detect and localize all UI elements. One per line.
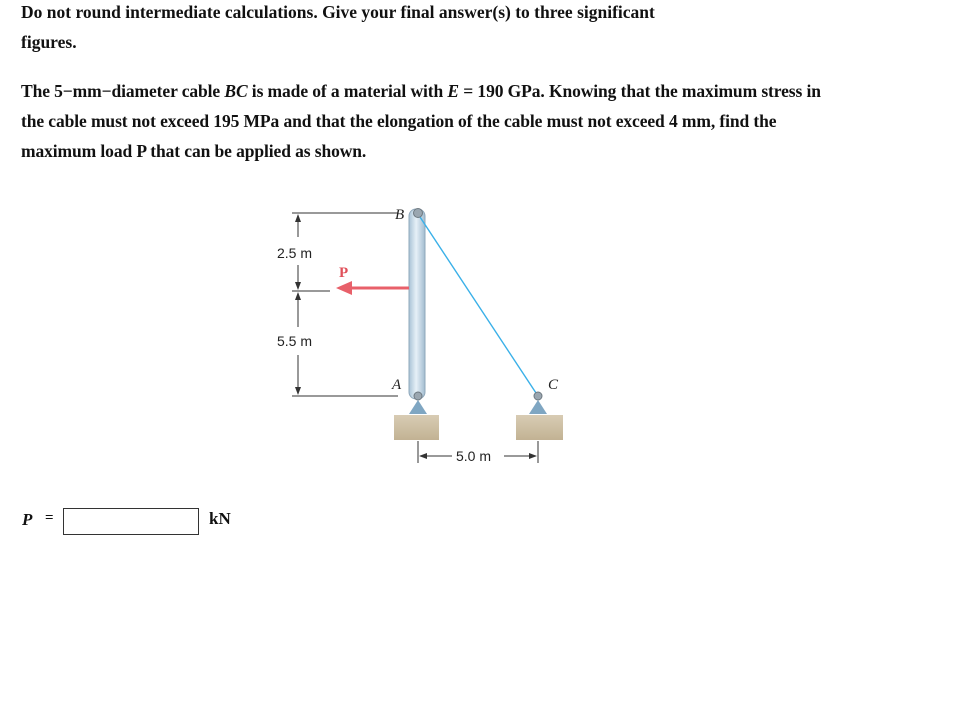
post-AB	[409, 209, 425, 399]
dim-label-bottom: 5.5 m	[277, 333, 313, 349]
answer-input[interactable]	[63, 508, 199, 535]
label-P: P	[339, 265, 349, 281]
dim-label-horizontal: 5.0 m	[456, 448, 492, 464]
pin-C	[534, 392, 542, 400]
answer-equals: =	[45, 510, 54, 526]
modulus-symbol: E	[447, 81, 459, 101]
support-C	[516, 400, 563, 440]
pin-B	[414, 209, 423, 218]
label-B: B	[395, 207, 405, 223]
support-A	[394, 400, 439, 440]
label-A: A	[392, 377, 402, 393]
problem-figure	[270, 195, 580, 485]
label-C: C	[548, 377, 559, 393]
problem-statement: The 5−mm−diameter cable BC is made of a material with E = 190 GPa. Knowing that the maximum stress in the cable must not exceed 195 MPa and that the elongation of the cable must not exceed 4 mm, find the maximum load P that can be applied as shown.	[21, 81, 821, 161]
cable-symbol: BC	[224, 81, 248, 101]
instructions-text: Do not round intermediate calculations. Give your final answer(s) to three significant figures.	[21, 2, 655, 52]
answer-variable: P	[22, 510, 33, 529]
answer-unit: kN	[209, 509, 231, 528]
load-P-arrow	[336, 281, 409, 295]
cable-BC	[418, 214, 538, 396]
dim-label-top: 2.5 m	[277, 245, 313, 261]
pin-A	[414, 392, 422, 400]
